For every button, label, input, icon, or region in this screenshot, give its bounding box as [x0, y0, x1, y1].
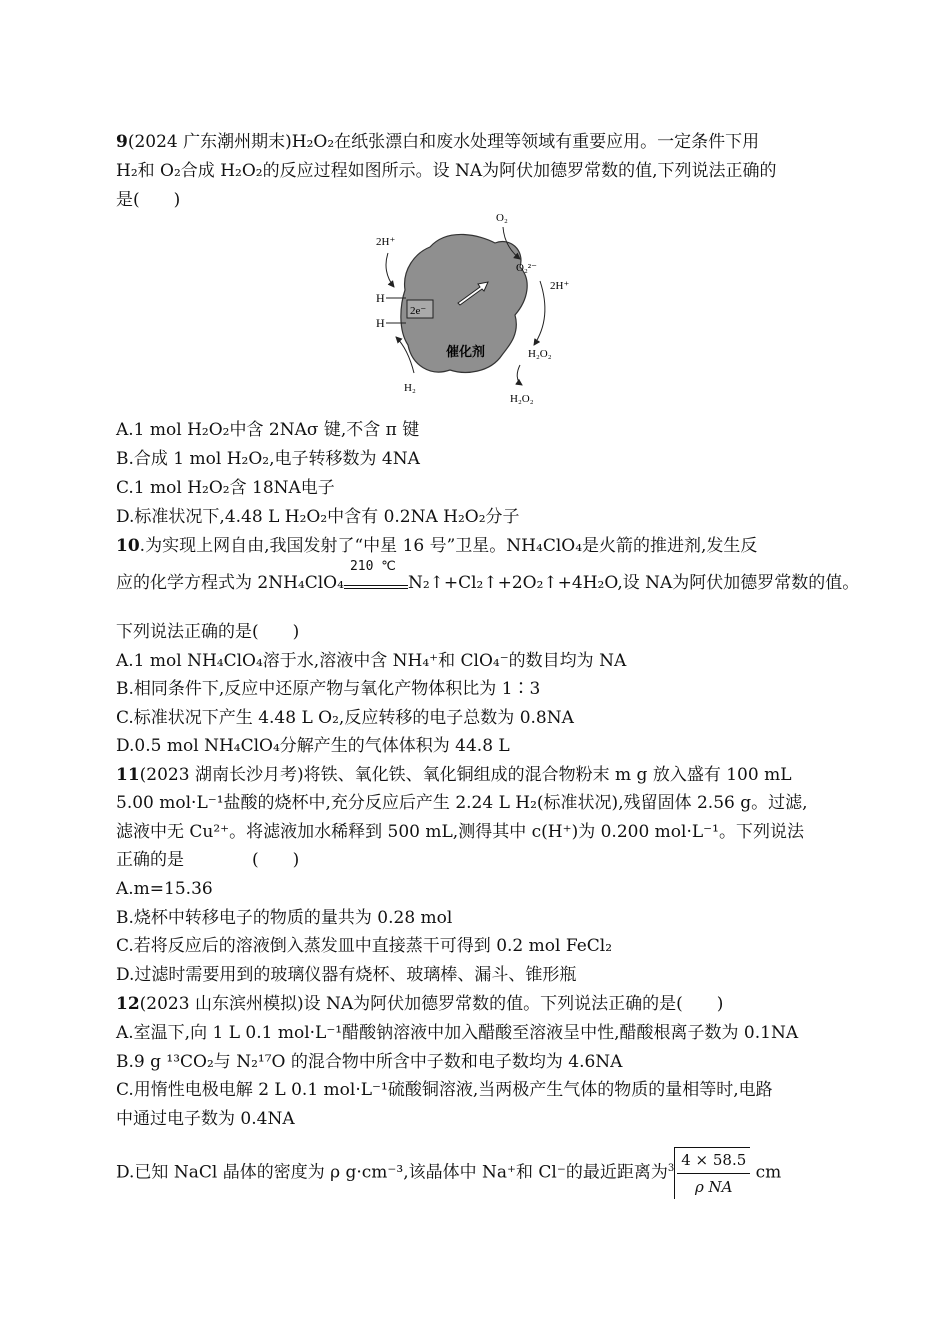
q12-option-b: B.9 g ¹³CO₂与 N₂¹⁷O 的混合物中所含中子数和电子数均为 4.6NA	[116, 1052, 623, 1072]
q9-source: (2024 广东潮州期末)	[127, 132, 292, 152]
q9-option-d: D.标准状况下,4.48 L H₂O₂中含有 0.2NA H₂O₂分子	[116, 507, 520, 527]
q11-option-d: D.过滤时需要用到的玻璃仪器有烧杯、玻璃棒、漏斗、锥形瓶	[116, 965, 577, 985]
q10-line2	[116, 559, 860, 595]
q11-line3: 滤液中无 Cu²⁺。将滤液加水稀释到 500 mL,测得其中 c(H⁺)为 0.200 mol·L⁻¹。下列说法	[116, 822, 804, 842]
radical	[674, 1147, 750, 1199]
q11-option-a: A.m=15.36	[116, 879, 213, 899]
q12-option-a: A.室温下,向 1 L 0.1 mol·L⁻¹醋酸钠溶液中加入醋酸至溶液呈中性,醋酸根离子数为 0.1NA	[116, 1023, 799, 1043]
h2o2-bottom-arrow	[517, 365, 522, 385]
h2o2-bottom-label: H₂O₂	[510, 393, 534, 405]
q11-stem-1: 将铁、氧化铁、氧化铜组成的混合物粉末 m g 放入盛有 100 mL	[303, 765, 792, 785]
q9-stem-1: H₂O₂在纸张漂白和废水处理等领域有重要应用。一定条件下用	[291, 132, 760, 152]
q12-option-d-unit: cm	[750, 1162, 782, 1183]
q12-number: 12	[116, 994, 140, 1014]
h2o2-mid-label: H₂O₂	[528, 348, 552, 360]
q12-line1	[116, 992, 723, 1016]
q12-option-c-cont: 中通过电子数为 0.4NA	[116, 1109, 295, 1129]
reaction-condition: 210 ℃	[349, 559, 396, 574]
q9-line3: 是( )	[116, 190, 181, 210]
o2-top-label: O₂	[496, 212, 508, 224]
q10-option-d: D.0.5 mol NH₄ClO₄分解产生的气体体积为 44.8 L	[116, 736, 510, 756]
h2plus-top-arrow	[386, 253, 394, 287]
h2plus-right-label: 2H⁺	[550, 280, 570, 292]
catalyst-label: 催化剂	[446, 344, 486, 359]
q9-option-a: A.1 mol H₂O₂中含 2NAσ 键,不含 π 键	[116, 420, 420, 440]
q11-line2: 5.00 mol·L⁻¹盐酸的烧杯中,充分反应后产生 2.24 L H₂(标准状况),残留固体 2.56 g。过滤,	[116, 793, 808, 813]
q9-option-b: B.合成 1 mol H₂O₂,电子转移数为 4NA	[116, 449, 420, 469]
electrons-label: 2e⁻	[410, 305, 427, 317]
cube-root-expression	[668, 1147, 750, 1199]
q10-option-c: C.标准状况下产生 4.48 L O₂,反应转移的电子总数为 0.8NA	[116, 708, 574, 728]
catalyst-reaction-figure	[370, 205, 590, 410]
h-upper-label: H	[376, 291, 385, 305]
q9-line2: H₂和 O₂合成 H₂O₂的反应过程如图所示。设 NA为阿伏加德罗常数的值,下列说法正确的	[116, 161, 777, 181]
h-lower-label: H	[376, 316, 385, 330]
q9-option-c: C.1 mol H₂O₂含 18NA电子	[116, 478, 335, 498]
q12-option-d-text: D.已知 NaCl 晶体的密度为 ρ g·cm⁻³,该晶体中 Na⁺和 Cl⁻的最近距离为	[116, 1162, 668, 1183]
q12-option-c: C.用惰性电极电解 2 L 0.1 mol·L⁻¹硫酸铜溶液,当两极产生气体的物质的量相等时,电路	[116, 1080, 773, 1100]
q10-number: 10	[116, 536, 140, 556]
h2plus-top-label: 2H⁺	[376, 236, 396, 248]
q11-option-c: C.若将反应后的溶液倒入蒸发皿中直接蒸干可得到 0.2 mol FeCl₂	[116, 936, 613, 956]
q10-stem-1: .为实现上网自由,我国发射了“中星 16 号”卫星。NH₄ClO₄是火箭的推进剂,发生反	[139, 536, 758, 556]
h2-bottom-label: H₂	[404, 382, 416, 394]
q10-option-b: B.相同条件下,反应中还原产物与氧化产物体积比为 1∶3	[116, 679, 541, 699]
q12-source: (2023 山东滨州模拟)	[139, 994, 304, 1014]
q12-stem-1: 设 NA为阿伏加德罗常数的值。下列说法正确的是( )	[303, 994, 724, 1014]
o2-2minus-label: O₂²⁻	[516, 262, 537, 274]
q11-line1	[116, 763, 792, 787]
fraction	[677, 1148, 750, 1199]
q10-stem-2-pre: 应的化学方程式为 2NH₄ClO₄	[116, 573, 344, 593]
q10-line3: 下列说法正确的是( )	[116, 622, 300, 642]
q12-option-d	[116, 1147, 781, 1199]
q11-number: 11	[116, 765, 140, 785]
q11-option-b: B.烧杯中转移电子的物质的量共为 0.28 mol	[116, 908, 453, 928]
q10-stem-2-post: N₂↑+Cl₂↑+2O₂↑+4H₂O,设 NA为阿伏加德罗常数的值。	[407, 573, 860, 593]
fraction-denominator: ρ NA	[694, 1178, 733, 1196]
q10-option-a: A.1 mol NH₄ClO₄溶于水,溶液中含 NH₄⁺和 ClO₄⁻的数目均为 NA	[116, 651, 627, 671]
h2plus-right-arrow	[534, 281, 545, 345]
q11-line4: 正确的是 ( )	[116, 850, 300, 870]
reaction-condition-sign	[344, 559, 408, 595]
q9-line1	[116, 130, 759, 154]
root-index: 3	[667, 1162, 675, 1174]
q11-source: (2023 湖南长沙月考)	[139, 765, 304, 785]
fraction-numerator: 4 × 58.5	[677, 1148, 750, 1174]
q10-line1	[116, 534, 757, 558]
q9-number: 9	[116, 132, 128, 152]
